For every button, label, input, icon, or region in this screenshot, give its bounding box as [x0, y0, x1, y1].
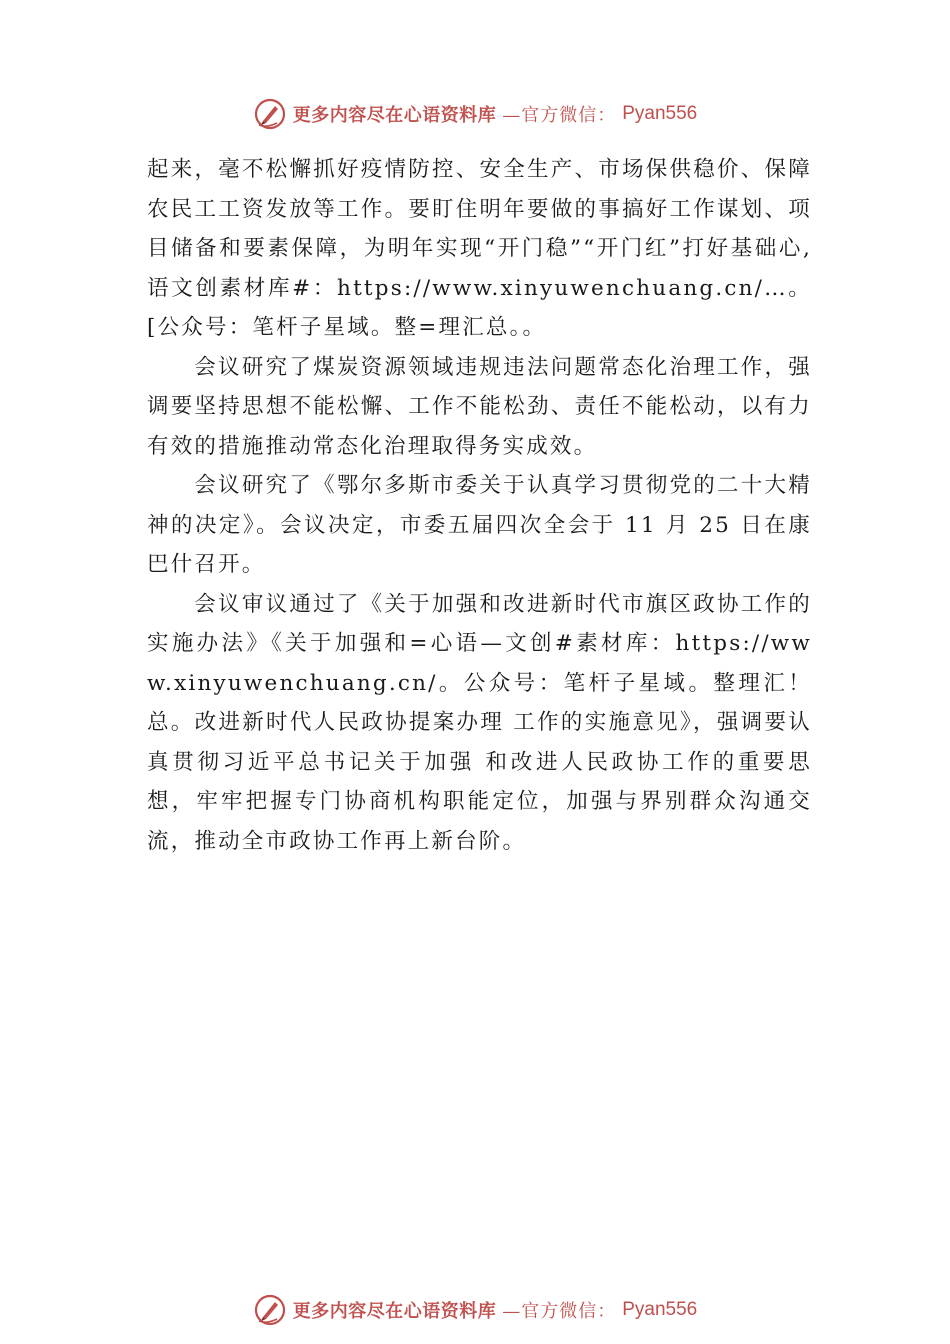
- footer-banner-title: 更多内容尽在心语资料库: [292, 1301, 497, 1322]
- footer-banner: [0, 1290, 950, 1330]
- header-banner-title: 更多内容尽在心语资料库: [292, 105, 497, 126]
- footer-banner-subtitle: —官方微信：: [502, 1301, 617, 1322]
- pen-logo-icon: [253, 97, 287, 131]
- document-body: [147, 150, 812, 861]
- pen-logo-icon: [253, 1293, 287, 1327]
- header-banner-wechat-id: Pyan556: [622, 103, 698, 124]
- header-banner-subtitle: —官方微信：: [502, 105, 617, 126]
- paragraph-3: 会议研究了《鄂尔多斯市委关于认真学习贯彻党的二十大精神的决定》。会议决定，市委五届四次全会于 11 月 25 日在康巴什召开。: [147, 473, 812, 577]
- footer-banner-wechat-id: Pyan556: [622, 1299, 698, 1320]
- paragraph-1: 起来，毫不松懈抓好疫情防控、安全生产、市场保供稳价、保障农民工工资发放等工作。要盯住明年要做的事搞好工作谋划、项目储备和要素保障，为明年实现“开门稳”“开门红”打好基础心,语文创素材库#：https://www.xinyuwenchuang.cn/…。[公众号：笔杆子星域。整=理汇总。。: [147, 157, 812, 340]
- paragraph-4: 会议审议通过了《关于加强和改进新时代市旗区政协工作的实施办法》《关于加强和=心语—文创#素材库：https://www.xinyuwenchuang.cn/。公众号：笔杆子星域。整理汇！总。改进新时代人民政协提案办理 工作的实施意见》，强调要认真贯彻习近平总书记关于加强 和改进人民政协工作的重要思想，牢牢把握专门协商机构职能定位，加强与界别群众沟通交流，推动全市政协工作再上新台阶。: [147, 591, 812, 854]
- header-banner: [0, 94, 950, 134]
- paragraph-2: 会议研究了煤炭资源领域违规违法问题常态化治理工作，强调要坚持思想不能松懈、工作不能松劲、责任不能松动，以有力有效的措施推动常态化治理取得务实成效。: [147, 354, 812, 459]
